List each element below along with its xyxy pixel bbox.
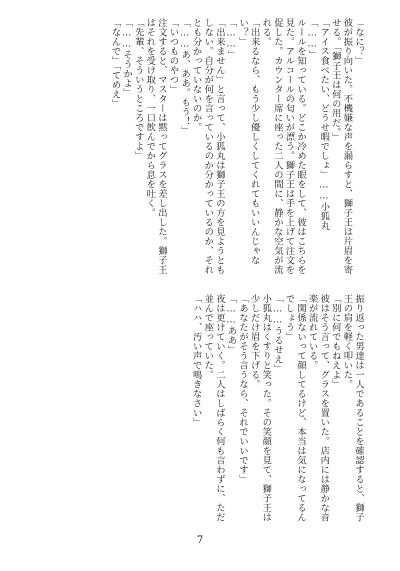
upper-text-block [40,18,364,280]
upper-text-columns: 「なに？」 彼が振り向いた。不機嫌な声を漏らすと、獅子王は片眉を寄せる。「獅子王は何の用だ。」 「アイス食べたい、どうせ暇でしょ」……小狐丸 「……」 ルールを知っている。どこか冷めた眼をして、彼はこちらを見た。アルコールの匂いが漂う。獅子王は手を上げて注文を促した。カウンター席に座った二人の間に、静かな空気が流れる。 「出来るなら、もう少し優しくしてくれてもいいんじゃない？」 「……」 「出来ません」と言って、小狐丸は獅子王の方を見ようともしない。自分が何を言っているのか分かっているのか、それとも分かっていないのか。 「……あ、ああ。もう！」 「いつものやつ」 注文すると、マスターは黙ってグラスを差し出した。獅子王はそれを受け取り、一口飲んでから息を吐く。 「先輩、そういうところですよ」 「……そうかよ」 「なんで」「てめえ」 [109,18,364,275]
page-number: 7 [196,535,204,546]
lower-text-columns: 振り返った男達は一人であることを確認すると、獅子王の肩を軽く叩いた。 「別に何でもねえよ」 彼はそう言って、グラスを置いた。店内には静かな音楽が流れている。 「関係ないって顔してるけど、本当は気になってるんでしょう」 「……うるせえ」 小狐丸はくすりと笑った。その笑顔を見て、獅子王は少しだけ眉を下げる。 「あなたがそう言うなら、それでいいです」 「……ああ」 夜は更けていく。二人はしばらく何も言わずに、ただ並んで座っていた。 「ハハ、汚い声で鳴きなさい」 [190,294,364,522]
lower-text-block [40,294,364,522]
